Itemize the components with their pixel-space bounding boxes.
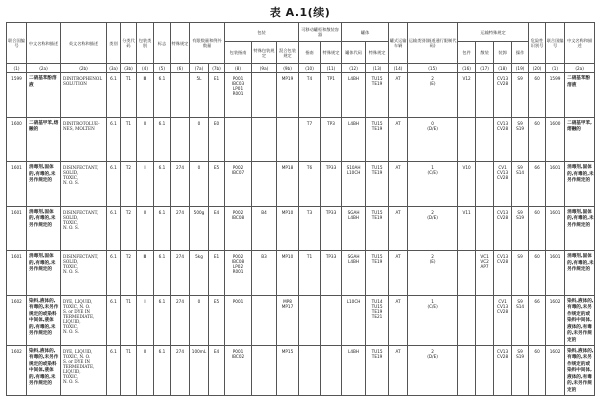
- cell-special-packing: [252, 73, 277, 118]
- col-header-special-provisions: 特殊规定: [171, 23, 190, 64]
- cell-transport-category: 1 (C/E): [408, 162, 458, 207]
- cell-special-provisions: 274: [171, 206, 190, 251]
- col-header-portable-tanks-group: 可移动罐柜和散装容器: [299, 23, 342, 42]
- cell-hazard-id: 60: [529, 73, 546, 118]
- cell-class: 6.1: [107, 117, 121, 162]
- cell-tank-instructions: T7: [299, 117, 321, 162]
- cell-packing-instructions: [225, 117, 252, 162]
- header-row-1: [7, 23, 595, 42]
- cell-special-provisions: 274: [171, 251, 190, 296]
- column-number-cell: (17): [476, 64, 494, 73]
- cell-tank-special-provisions: TU15 TE19: [366, 345, 389, 395]
- col-header-transport-special-group: 运输特殊规定: [458, 23, 529, 42]
- cell-class: 6.1: [107, 251, 121, 296]
- column-number-cell: (10): [299, 64, 321, 73]
- cell-special-packing: [252, 295, 277, 345]
- cell-special-provisions: 274: [171, 345, 190, 395]
- column-number-cell: (1): [546, 64, 565, 73]
- cell-ts-bulk: VC1 VC2 AP7: [476, 251, 494, 296]
- cell-tank-instructions: T1: [299, 251, 321, 296]
- cell-packing-group: Ⅰ: [137, 295, 154, 345]
- column-number-cell: (19): [512, 64, 529, 73]
- column-number-cell: (9a): [252, 64, 277, 73]
- cell-name-en: DYE, LIQUID, TOXIC, N. O. S. or DYE IN TERMEDIATE, LIQUID, TOXIC, N. O. S.: [61, 295, 107, 345]
- col-header-un-right: 联合国编号: [546, 23, 565, 64]
- cell-class: 6.1: [107, 206, 121, 251]
- col-header-tank-special: 特殊规定: [321, 42, 342, 64]
- cell-name-en: DYE, LIQUID, TOXIC, N. O. S. or DYE IN TERMEDIATE, LIQUID, TOXIC, N. O. S.: [61, 345, 107, 395]
- column-number-cell: (5): [154, 64, 171, 73]
- cell-tank-instructions: [299, 345, 321, 395]
- cell-name-en: DISINFECTANT, SOLID, TOXIC, N. O. S.: [61, 162, 107, 207]
- col-header-tank-special-provisions: 特殊规定: [366, 42, 389, 64]
- cell-excepted-quantity: E1: [209, 251, 225, 296]
- cell-tank-special-provisions: TU14 TU15 TE19 TE21: [366, 295, 389, 345]
- cell-name-cn-right: 染料,液体的,有毒的,未另作规定的或染料中间体,液体的,有毒的,未另作规定的: [565, 345, 595, 395]
- col-header-tanks-group: 罐体: [342, 23, 389, 42]
- col-header-packing-instructions: 包装指南: [225, 42, 252, 64]
- col-header-packaging-group: 包装: [225, 23, 299, 42]
- cell-tank-code: L10CH: [342, 295, 366, 345]
- column-number-cell: (3b): [121, 64, 137, 73]
- cell-mixed-packing: MP18: [277, 162, 299, 207]
- col-header-name-en: 英文名称和描述: [61, 23, 107, 64]
- col-header-tank-instructions: 指南: [299, 42, 321, 64]
- cell-tank-special-provisions: TU15 TE19: [366, 73, 389, 118]
- cell-packing-group: Ⅲ: [137, 251, 154, 296]
- cell-hazard-id: 60: [529, 117, 546, 162]
- cell-packing-instructions: P002 IBC08 LP02 R001: [225, 251, 252, 296]
- col-header-name-cn-right: 中文名称和描述: [565, 23, 595, 64]
- cell-transport-category: 2 (D/E): [408, 345, 458, 395]
- cell-mixed-packing: MP10: [277, 251, 299, 296]
- cell-packing-instructions: P001 IBC03 LP01 R001: [225, 73, 252, 118]
- cell-mixed-packing: MP19: [277, 73, 299, 118]
- cell-name-en: DINITROTOLUE- NES, MOLTEN: [61, 117, 107, 162]
- column-number-cell: (1): [7, 64, 27, 73]
- cell-labels: 6.1: [154, 251, 171, 296]
- col-header-ts-loading: 装卸: [494, 42, 512, 64]
- cell-tank-code: SGAH L4BH: [342, 251, 366, 296]
- cell-packing-group: Ⅱ: [137, 117, 154, 162]
- cell-special-provisions: [171, 117, 190, 162]
- column-number-cell: (13): [366, 64, 389, 73]
- cell-ts-loading: CV13 CV28: [494, 117, 512, 162]
- cell-class: 6.1: [107, 73, 121, 118]
- cell-special-packing: B3: [252, 251, 277, 296]
- cell-tank-code: L4BH: [342, 73, 366, 118]
- cell-labels: 6.1: [154, 162, 171, 207]
- cell-vehicle: AT: [389, 251, 408, 296]
- cell-limited-quantity: 0: [190, 295, 209, 345]
- col-header-ts-packages: 包件: [458, 42, 476, 64]
- cell-tank-special: TP33: [321, 206, 342, 251]
- col-header-name-cn: 中文名称和描述: [27, 23, 61, 64]
- cell-ts-operation: S9 S19: [512, 206, 529, 251]
- cell-limited-quantity: 500g: [190, 206, 209, 251]
- col-header-special-packing: 特殊包装规定: [252, 42, 277, 64]
- cell-tank-special: TP3: [321, 117, 342, 162]
- cell-ts-operation: S9 S14: [512, 162, 529, 207]
- cell-excepted-quantity: E0: [209, 117, 225, 162]
- cell-ts-bulk: [476, 117, 494, 162]
- cell-ts-operation: S9 S14: [512, 295, 529, 345]
- cell-name-cn-right: 消毒剂,固体的,有毒的,未另作规定的: [565, 206, 595, 251]
- cell-ts-operation: S9: [512, 251, 529, 296]
- cell-transport-category: 1 (C/E): [408, 295, 458, 345]
- cell-packing-group: Ⅲ: [137, 73, 154, 118]
- cell-tank-code: L4BH: [342, 345, 366, 395]
- col-header-ts-operation: 操作: [512, 42, 529, 64]
- cell-excepted-quantity: E4: [209, 206, 225, 251]
- cell-limited-quantity: 0: [190, 162, 209, 207]
- column-number-cell: (6): [171, 64, 190, 73]
- column-number-cell: (18): [494, 64, 512, 73]
- cell-classification-code: T1: [121, 73, 137, 118]
- cell-name-cn-right: 二硝基苯酚溶液: [565, 73, 595, 118]
- col-header-mixed-packing: 混合包装规定: [277, 42, 299, 64]
- cell-tank-special-provisions: TU15 TE19: [366, 162, 389, 207]
- cell-tank-special: TP33: [321, 251, 342, 296]
- cell-ts-loading: CV13 CV28: [494, 73, 512, 118]
- cell-name-en: DISINFECTANT, SOLID, TOXIC, N. O. S.: [61, 251, 107, 296]
- table-row: [7, 117, 595, 162]
- cell-tank-special-provisions: TU15 TE19: [366, 206, 389, 251]
- col-header-un: 联合国编号: [7, 23, 27, 64]
- cell-labels: 6.1: [154, 345, 171, 395]
- cell-transport-category: 2 (E): [408, 73, 458, 118]
- cell-un-number: 1600: [7, 117, 27, 162]
- cell-name-cn: 消毒剂,固体的,有毒的,未另作规定的: [27, 251, 61, 296]
- column-number-cell: (15): [408, 64, 458, 73]
- cell-hazard-id: 60: [529, 345, 546, 395]
- cell-name-en: DINITROPHENOL SOLUTION: [61, 73, 107, 118]
- cell-hazard-id: 66: [529, 295, 546, 345]
- cell-mixed-packing: [277, 117, 299, 162]
- cell-special-packing: [252, 117, 277, 162]
- cell-vehicle: AT: [389, 345, 408, 395]
- column-number-cell: (20): [529, 64, 546, 73]
- cell-ts-packages: [458, 345, 476, 395]
- table-body: [7, 73, 595, 396]
- cell-special-provisions: 274: [171, 162, 190, 207]
- table-row: [7, 345, 595, 395]
- column-number-cell: (3a): [107, 64, 121, 73]
- cell-labels: 6.1: [154, 295, 171, 345]
- cell-vehicle: AT: [389, 162, 408, 207]
- cell-name-cn-right: 消毒剂,固体的,有毒的,未另作规定的: [565, 162, 595, 207]
- cell-name-cn-right: 消毒剂,固体的,有毒的,未另作规定的: [565, 251, 595, 296]
- cell-mixed-packing: MP15: [277, 345, 299, 395]
- cell-un-number: 1601: [7, 251, 27, 296]
- column-number-cell: (9b): [277, 64, 299, 73]
- cell-name-cn: 二硝基甲苯,熔融的: [27, 117, 61, 162]
- col-header-tank-code: 罐体代码: [342, 42, 366, 64]
- cell-packing-instructions: P001: [225, 295, 252, 345]
- cell-tank-instructions: T3: [299, 206, 321, 251]
- cell-ts-bulk: [476, 295, 494, 345]
- table-row: [7, 162, 595, 207]
- cell-packing-group: Ⅱ: [137, 206, 154, 251]
- cell-ts-packages: [458, 117, 476, 162]
- table-row: [7, 73, 595, 118]
- cell-un-number: 1602: [7, 295, 27, 345]
- cell-excepted-quantity: E5: [209, 162, 225, 207]
- cell-un-number: 1601: [7, 162, 27, 207]
- cell-tank-special-provisions: TU15 TE19: [366, 251, 389, 296]
- cell-ts-loading: CV1 CV13 CV28: [494, 162, 512, 207]
- cell-classification-code: T1: [121, 295, 137, 345]
- cell-hazard-id: 60: [529, 251, 546, 296]
- cell-tank-code: S10AH L10CH: [342, 162, 366, 207]
- cell-tank-instructions: T4: [299, 73, 321, 118]
- cell-ts-bulk: [476, 162, 494, 207]
- col-header-packing-group: 包装类别: [137, 23, 154, 64]
- cell-ts-bulk: [476, 206, 494, 251]
- col-header-transport-category: 运输类别(隧道通行限制代码): [408, 23, 458, 64]
- cell-hazard-id: 60: [529, 206, 546, 251]
- cell-labels: 6.1: [154, 206, 171, 251]
- cell-mixed-packing: MP8 MP17: [277, 295, 299, 345]
- col-header-class: 类别: [107, 23, 121, 64]
- cell-un-number: 1601: [7, 206, 27, 251]
- cell-un-number-right: 1602: [546, 345, 565, 395]
- cell-name-cn: 消毒剂,固体的,有毒的,未另作规定的: [27, 206, 61, 251]
- column-number-cell: (2b): [61, 64, 107, 73]
- cell-labels: 6.1: [154, 117, 171, 162]
- cell-class: 6.1: [107, 162, 121, 207]
- cell-ts-packages: [458, 251, 476, 296]
- cell-ts-operation: S9 S19: [512, 345, 529, 395]
- cell-name-cn: 染料,液体的,有毒的,未另作规定的或染料中间体,液体的,有毒的,未另作规定的: [27, 295, 61, 345]
- cell-classification-code: T2: [121, 162, 137, 207]
- cell-name-cn: 二硝基苯酚溶液: [27, 73, 61, 118]
- cell-classification-code: T2: [121, 206, 137, 251]
- cell-classification-code: T1: [121, 117, 137, 162]
- cell-un-number-right: 1601: [546, 206, 565, 251]
- cell-labels: 6.1: [154, 73, 171, 118]
- cell-tank-special: [321, 345, 342, 395]
- column-number-cell: (7a): [190, 64, 209, 73]
- cell-ts-loading: CV13 CV28: [494, 251, 512, 296]
- cell-un-number: 1599: [7, 73, 27, 118]
- cell-un-number-right: 1600: [546, 117, 565, 162]
- cell-packing-instructions: P001 IBC02: [225, 345, 252, 395]
- cell-ts-loading: CV13 CV28: [494, 206, 512, 251]
- col-header-classification-code: 分类代码: [121, 23, 137, 64]
- cell-mixed-packing: MP10: [277, 206, 299, 251]
- cell-ts-operation: S9 S19: [512, 117, 529, 162]
- cell-packing-instructions: P002 IBC08: [225, 206, 252, 251]
- col-header-vehicle: 罐式运输车辆: [389, 23, 408, 64]
- cell-ts-operation: S9: [512, 73, 529, 118]
- cell-tank-special: TP1: [321, 73, 342, 118]
- cell-packing-group: Ⅰ: [137, 162, 154, 207]
- cell-name-cn: 消毒剂,固体的,有毒的,未另作规定的: [27, 162, 61, 207]
- cell-ts-bulk: [476, 345, 494, 395]
- cell-hazard-id: 66: [529, 162, 546, 207]
- cell-ts-packages: [458, 295, 476, 345]
- column-number-cell: (11): [321, 64, 342, 73]
- column-number-cell: (12): [342, 64, 366, 73]
- column-number-cell: (14): [389, 64, 408, 73]
- col-header-limited-excepted: 有限数量和例外数量: [190, 23, 225, 64]
- column-number-cell: (2a): [27, 64, 61, 73]
- cell-vehicle: AT: [389, 295, 408, 345]
- cell-tank-instructions: T6: [299, 162, 321, 207]
- dangerous-goods-table: [6, 22, 595, 396]
- cell-vehicle: AT: [389, 73, 408, 118]
- cell-ts-bulk: [476, 73, 494, 118]
- cell-vehicle: AT: [389, 206, 408, 251]
- cell-un-number-right: 1599: [546, 73, 565, 118]
- cell-name-cn-right: 染料,液体的,有毒的,未另作规定的或染料中间体,液体的,有毒的,未另作规定的: [565, 295, 595, 345]
- cell-classification-code: T1: [121, 345, 137, 395]
- cell-un-number: 1602: [7, 345, 27, 395]
- cell-special-packing: [252, 345, 277, 395]
- cell-special-provisions: 274: [171, 295, 190, 345]
- cell-limited-quantity: 100mL: [190, 345, 209, 395]
- cell-tank-code: SGAH L4BH: [342, 206, 366, 251]
- cell-name-en: DISINFECTANT, SOLID, TOXIC, N. O. S.: [61, 206, 107, 251]
- cell-un-number-right: 1601: [546, 251, 565, 296]
- cell-tank-special-provisions: TU15 TE19: [366, 117, 389, 162]
- cell-tank-special: TP33: [321, 162, 342, 207]
- table-row: [7, 295, 595, 345]
- cell-ts-packages: V11: [458, 206, 476, 251]
- cell-tank-instructions: [299, 295, 321, 345]
- cell-packing-group: Ⅱ: [137, 345, 154, 395]
- cell-un-number-right: 1602: [546, 295, 565, 345]
- cell-tank-special: [321, 295, 342, 345]
- cell-limited-quantity: 0: [190, 117, 209, 162]
- cell-special-provisions: [171, 73, 190, 118]
- column-number-cell: (7b): [209, 64, 225, 73]
- column-number-cell: (2a): [565, 64, 595, 73]
- cell-class: 6.1: [107, 345, 121, 395]
- column-number-cell: (4): [137, 64, 154, 73]
- cell-special-packing: [252, 162, 277, 207]
- cell-vehicle: AT: [389, 117, 408, 162]
- cell-excepted-quantity: E1: [209, 73, 225, 118]
- cell-name-cn: 染料,液体的,有毒的,未另作规定的或染料中间体,液体的,有毒的,未另作规定的: [27, 345, 61, 395]
- column-number-row: [7, 64, 595, 73]
- cell-transport-category: 0 (D/E): [408, 117, 458, 162]
- cell-transport-category: 2 (D/E): [408, 206, 458, 251]
- table-row: [7, 251, 595, 296]
- cell-limited-quantity: 5kg: [190, 251, 209, 296]
- column-number-cell: (16): [458, 64, 476, 73]
- cell-excepted-quantity: E5: [209, 295, 225, 345]
- col-header-labels: 标志: [154, 23, 171, 64]
- table-row: [7, 206, 595, 251]
- cell-tank-code: L4BH: [342, 117, 366, 162]
- cell-class: 6.1: [107, 295, 121, 345]
- cell-limited-quantity: 5L: [190, 73, 209, 118]
- column-number-cell: (8): [225, 64, 252, 73]
- col-header-ts-bulk: 散装: [476, 42, 494, 64]
- col-header-hazard-id: 危险性识别号: [529, 23, 546, 64]
- cell-ts-packages: V12: [458, 73, 476, 118]
- cell-special-packing: B4: [252, 206, 277, 251]
- page-title: 表 A.1(续): [269, 6, 331, 19]
- cell-ts-loading: CV13 CV28: [494, 345, 512, 395]
- cell-ts-packages: V10: [458, 162, 476, 207]
- cell-un-number-right: 1601: [546, 162, 565, 207]
- cell-name-cn-right: 二硝基甲苯,熔融的: [565, 117, 595, 162]
- cell-ts-loading: CV1 CV13 CV28: [494, 295, 512, 345]
- cell-excepted-quantity: E4: [209, 345, 225, 395]
- cell-classification-code: T2: [121, 251, 137, 296]
- cell-transport-category: 2 (E): [408, 251, 458, 296]
- cell-packing-instructions: P002 IBC07: [225, 162, 252, 207]
